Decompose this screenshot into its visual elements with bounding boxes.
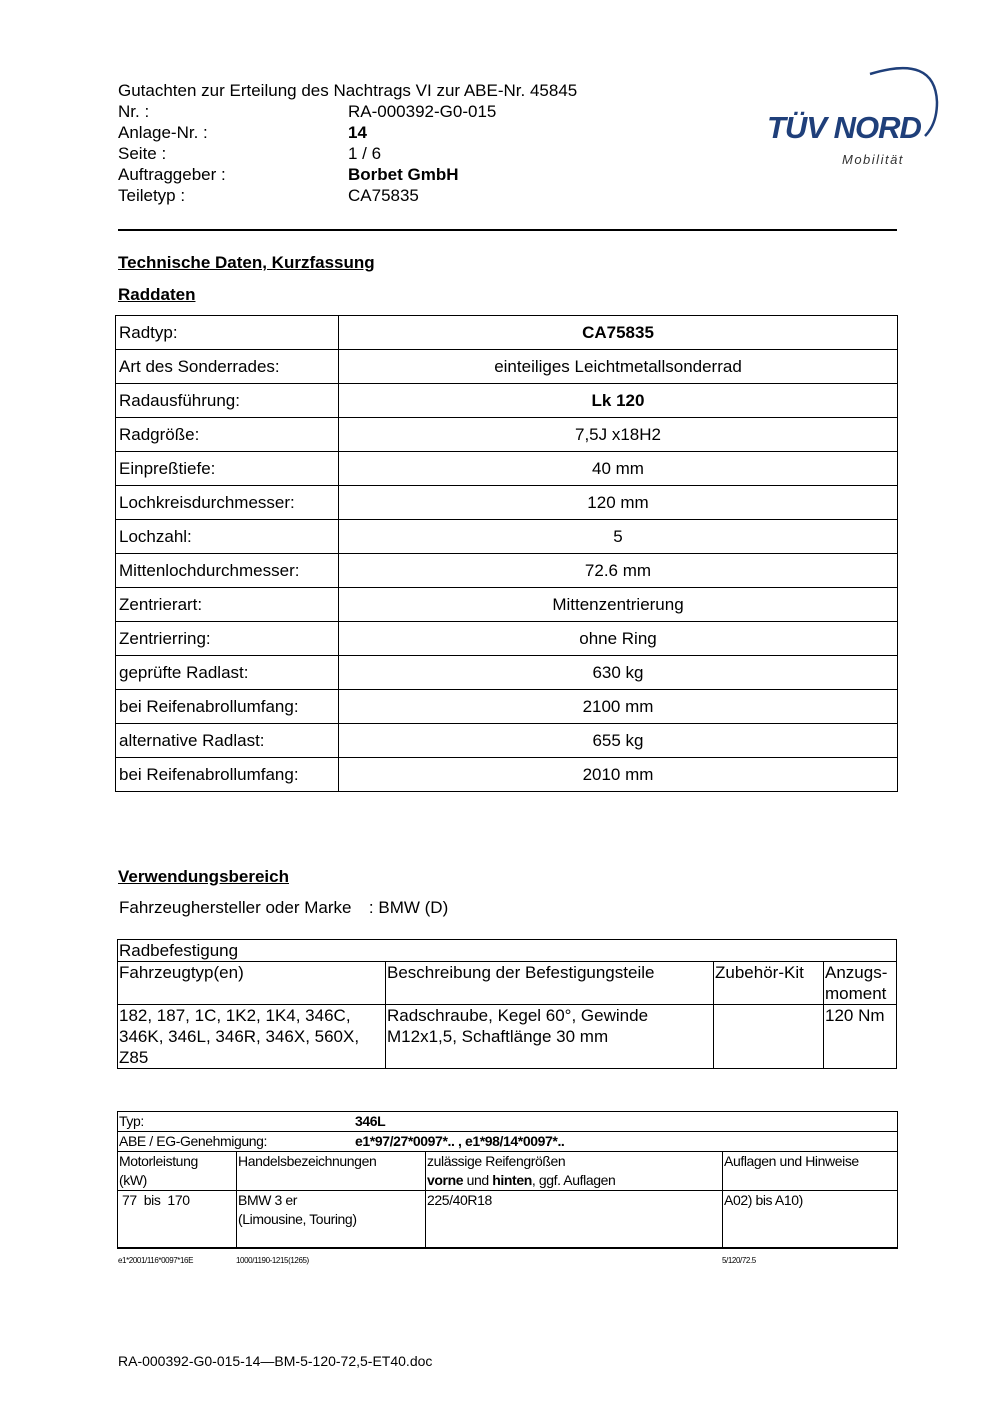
raddaten-label: Radgröße: bbox=[116, 418, 339, 452]
verwendung-heading: Verwendungsbereich bbox=[118, 867, 289, 886]
header-row-key: Seite : bbox=[118, 144, 167, 163]
raddaten-row bbox=[116, 384, 898, 418]
header-row-value: RA-000392-G0-015 bbox=[348, 102, 497, 121]
raddaten-label: geprüfte Radlast: bbox=[116, 656, 339, 690]
raddaten-value: ohne Ring bbox=[339, 622, 898, 656]
raddaten-label: alternative Radlast: bbox=[116, 724, 339, 758]
raddaten-table bbox=[115, 315, 898, 792]
typ-row bbox=[118, 1112, 898, 1132]
reifen-hinten: hinten bbox=[492, 1172, 532, 1188]
raddaten-value: Mittenzentrierung bbox=[339, 588, 898, 622]
befestigung-header-fahrzeugtyp: Fahrzeugtyp(en) bbox=[118, 962, 386, 1005]
raddaten-label: Einpreßtiefe: bbox=[116, 452, 339, 486]
befestigung-header-beschreibung: Beschreibung der Befestigungsteile bbox=[386, 962, 714, 1005]
logo-word: TÜV NORD bbox=[767, 110, 921, 145]
raddaten-row bbox=[116, 452, 898, 486]
raddaten-value: 630 kg bbox=[339, 656, 898, 690]
header-title: Gutachten zur Erteilung des Nachtrags VI zur ABE-Nr. 45845 bbox=[118, 81, 578, 100]
hersteller-value: : BMW (D) bbox=[368, 898, 449, 917]
raddaten-value: 2010 mm bbox=[339, 758, 898, 792]
raddaten-value: 72.6 mm bbox=[339, 554, 898, 588]
befestigung-header-zubehoer: Zubehör-Kit bbox=[714, 962, 824, 1005]
raddaten-row bbox=[116, 656, 898, 690]
header-row bbox=[118, 143, 577, 164]
footnote-eg: e1*2001/116*0097*16E bbox=[118, 1256, 194, 1265]
header-row-key: Anlage-Nr. : bbox=[118, 123, 208, 142]
raddaten-label: Lochkreisdurchmesser: bbox=[116, 486, 339, 520]
radbefestigung-table bbox=[117, 939, 897, 1069]
section-title: Technische Daten, Kurzfassung bbox=[118, 253, 375, 272]
raddaten-label: Radausführung: bbox=[116, 384, 339, 418]
raddaten-row bbox=[116, 622, 898, 656]
footnote-radlast: 1000/1190-1215(1265) bbox=[236, 1256, 309, 1265]
befestigung-zubehoer bbox=[714, 1005, 824, 1069]
raddaten-value: 5 bbox=[339, 520, 898, 554]
header-row-key: Nr. : bbox=[118, 102, 150, 121]
raddaten-value: 655 kg bbox=[339, 724, 898, 758]
typ-header-auflagen: Auflagen und Hinweise bbox=[723, 1152, 898, 1191]
raddaten-label: Mittenlochdurchmesser: bbox=[116, 554, 339, 588]
raddaten-row bbox=[116, 418, 898, 452]
typ-auflagen: A02) bis A10) bbox=[723, 1191, 898, 1249]
typ-handelsbezeichnung: BMW 3 er (Limousine, Touring) bbox=[237, 1191, 426, 1249]
befestigung-header-anzugsmoment: Anzugs- moment bbox=[824, 962, 897, 1005]
raddaten-row bbox=[116, 486, 898, 520]
raddaten-value: 2100 mm bbox=[339, 690, 898, 724]
raddaten-label: bei Reifenabrollumfang: bbox=[116, 690, 339, 724]
raddaten-value: Lk 120 bbox=[339, 384, 898, 418]
raddaten-row bbox=[116, 520, 898, 554]
reifen-header-line2 bbox=[427, 1171, 721, 1190]
befestigung-beschreibung: Radschraube, Kegel 60°, Gewinde M12x1,5, Schaftlänge 30 mm bbox=[386, 1005, 714, 1069]
raddaten-value: 120 mm bbox=[339, 486, 898, 520]
typ-header-handelsbezeichnungen: Handelsbezeichnungen bbox=[237, 1152, 426, 1191]
raddaten-value: CA75835 bbox=[339, 316, 898, 350]
header-row bbox=[118, 185, 577, 206]
befestigung-fahrzeugtypen: 182, 187, 1C, 1K2, 1K4, 346C, 346K, 346L, 346R, 346X, 560X, Z85 bbox=[118, 1005, 386, 1069]
abe-row bbox=[118, 1132, 898, 1152]
raddaten-label: Lochzahl: bbox=[116, 520, 339, 554]
raddaten-heading: Raddaten bbox=[118, 285, 196, 304]
logo-subtitle: Mobilität bbox=[842, 152, 904, 167]
befestigung-title: Radbefestigung bbox=[118, 940, 897, 962]
raddaten-label: bei Reifenabrollumfang: bbox=[116, 758, 339, 792]
raddaten-value: 7,5J x18H2 bbox=[339, 418, 898, 452]
header-row bbox=[118, 122, 577, 143]
typ-table bbox=[117, 1111, 898, 1249]
hersteller-label: Fahrzeughersteller oder Marke bbox=[119, 898, 352, 917]
abe-label: ABE / EG-Genehmigung: bbox=[119, 1133, 268, 1149]
raddaten-row bbox=[116, 350, 898, 384]
reifen-rest: , ggf. Auflagen bbox=[531, 1172, 616, 1188]
document-header bbox=[118, 80, 577, 206]
raddaten-label: Art des Sonderrades: bbox=[116, 350, 339, 384]
header-row-value: Borbet GmbH bbox=[348, 165, 459, 184]
header-row-key: Teiletyp : bbox=[118, 186, 186, 205]
header-row-value: 14 bbox=[348, 123, 367, 142]
typ-value: 346L bbox=[355, 1113, 386, 1129]
raddaten-row bbox=[116, 554, 898, 588]
typ-header-motorleistung: Motorleistung (kW) bbox=[118, 1152, 237, 1191]
footnote-lk: 5/120/72.5 bbox=[722, 1256, 756, 1265]
raddaten-label: Radtyp: bbox=[116, 316, 339, 350]
reifen-header-line1: zulässige Reifengrößen bbox=[427, 1153, 566, 1169]
raddaten-value: einteiliges Leichtmetallsonderrad bbox=[339, 350, 898, 384]
header-row-value: CA75835 bbox=[348, 186, 419, 205]
header-row-value: 1 / 6 bbox=[348, 144, 382, 163]
befestigung-anzugsmoment: 120 Nm bbox=[824, 1005, 897, 1069]
raddaten-row bbox=[116, 316, 898, 350]
reifen-vorne: vorne bbox=[427, 1172, 464, 1188]
typ-header-reifengroessen bbox=[426, 1152, 723, 1191]
header-row-key: Auftraggeber : bbox=[118, 165, 226, 184]
raddaten-label: Zentrierart: bbox=[116, 588, 339, 622]
raddaten-row bbox=[116, 588, 898, 622]
raddaten-label: Zentrierring: bbox=[116, 622, 339, 656]
header-row bbox=[118, 101, 577, 122]
header-row bbox=[118, 164, 577, 185]
raddaten-row bbox=[116, 690, 898, 724]
raddaten-value: 40 mm bbox=[339, 452, 898, 486]
typ-reifengroesse: 225/40R18 bbox=[426, 1191, 723, 1249]
tuv-nord-logo bbox=[765, 62, 945, 172]
document-filename: RA-000392-G0-015-14—BM-5-120-72,5-ET40.doc bbox=[118, 1353, 433, 1369]
raddaten-row bbox=[116, 724, 898, 758]
reifen-und: und bbox=[463, 1172, 493, 1188]
hersteller-line bbox=[119, 898, 448, 918]
abe-value: e1*97/27*0097*.. , e1*98/14*0097*.. bbox=[355, 1133, 565, 1149]
typ-label: Typ: bbox=[119, 1113, 144, 1129]
raddaten-row bbox=[116, 758, 898, 792]
header-divider bbox=[118, 229, 897, 231]
typ-motorleistung: 77 bis 170 bbox=[118, 1191, 237, 1249]
